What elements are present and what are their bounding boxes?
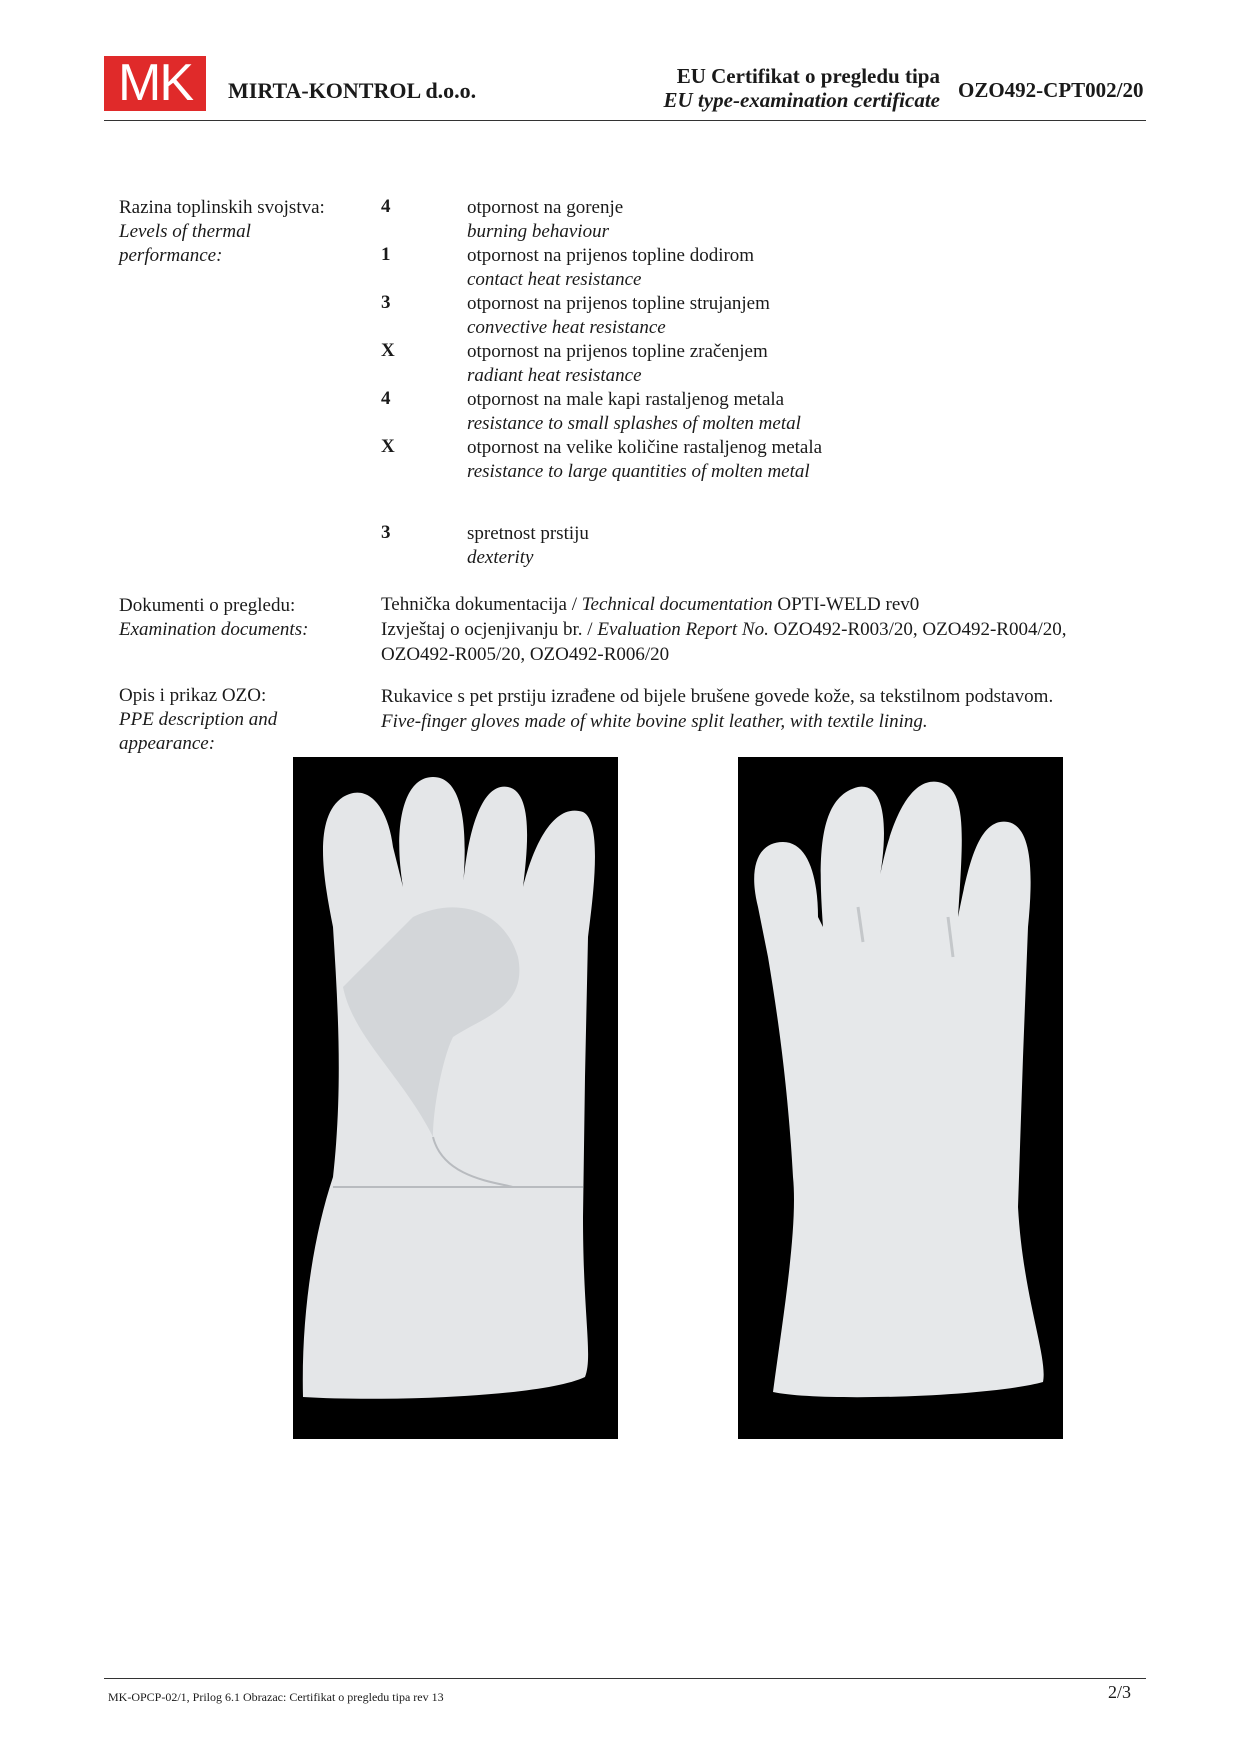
ppe-label-en-1: PPE description and: [119, 709, 278, 730]
report-en: Evaluation Report No.: [597, 619, 769, 640]
dexterity-hr: spretnost prstiju: [467, 523, 589, 544]
header-divider: [104, 120, 1146, 121]
level-value: 4: [381, 196, 391, 217]
property-en: resistance to small splashes of molten metal: [467, 413, 801, 434]
thermal-label-en-1: Levels of thermal: [119, 221, 251, 242]
report-line: [381, 617, 1067, 642]
list-item: [467, 196, 623, 244]
ppe-desc-hr: Rukavice s pet prstiju izrađene od bijele brušene govede kože, sa tekstilnom podstavom.: [381, 686, 1054, 707]
property-en: convective heat resistance: [467, 317, 666, 338]
glove-back-image: [738, 757, 1063, 1439]
property-en: contact heat resistance: [467, 269, 642, 290]
glove-photo-back: [738, 757, 1063, 1439]
level-value: X: [381, 436, 395, 457]
list-item: [467, 388, 801, 436]
report-line-2: OZO492-R005/20, OZO492-R006/20: [381, 644, 670, 665]
certificate-number: OZO492-CPT002/20: [958, 78, 1144, 102]
property-en: resistance to large quantities of molten metal: [467, 461, 810, 482]
documents-label-en: Examination documents:: [119, 619, 309, 640]
tech-doc-line: [381, 592, 1067, 617]
dexterity-level: 3: [381, 522, 391, 543]
thermal-label-hr: Razina toplinskih svojstva:: [119, 197, 325, 218]
page-number: 2/3: [1108, 1682, 1132, 1702]
property-hr: otpornost na velike količine rastaljenog metala: [467, 437, 823, 458]
property-hr: otpornost na prijenos topline strujanjem: [467, 293, 770, 314]
tech-doc-value: OPTI-WELD rev0: [772, 594, 920, 615]
tech-doc-hr: Tehnička dokumentacija /: [381, 594, 582, 615]
dexterity-item: [467, 522, 589, 570]
company-name: MIRTA-KONTROL d.o.o.: [228, 78, 477, 103]
thermal-label-en-2: performance:: [119, 245, 223, 266]
level-value: X: [381, 340, 395, 361]
report-values: OZO492-R003/20, OZO492-R004/20,: [768, 619, 1067, 640]
list-item: [467, 340, 768, 388]
tech-doc-en: Technical documentation: [581, 594, 773, 615]
thermal-label: [119, 196, 325, 268]
ppe-label-hr: Opis i prikaz OZO:: [119, 685, 267, 706]
certificate-title-hr: EU Certifikat o pregledu tipa: [676, 64, 940, 88]
list-item: [467, 436, 822, 484]
ppe-label: [119, 684, 277, 756]
dexterity-en: dexterity: [467, 547, 534, 568]
documents-label: [119, 594, 308, 642]
property-hr: otpornost na male kapi rastaljenog metala: [467, 389, 785, 410]
property-hr: otpornost na prijenos topline dodirom: [467, 245, 755, 266]
property-hr: otpornost na gorenje: [467, 197, 624, 218]
property-en: burning behaviour: [467, 221, 609, 242]
ppe-desc-en: Five-finger gloves made of white bovine split leather, with textile lining.: [381, 711, 928, 732]
documents-label-hr: Dokumenti o pregledu:: [119, 595, 296, 616]
property-hr: otpornost na prijenos topline zračenjem: [467, 341, 768, 362]
documents-content: [381, 592, 1067, 667]
list-item: [467, 244, 754, 292]
glove-palm-image: [293, 757, 618, 1439]
glove-photo-palm: [293, 757, 618, 1439]
level-value: 3: [381, 292, 391, 313]
report-hr: Izvještaj o ocjenjivanju br. /: [381, 619, 598, 640]
property-en: radiant heat resistance: [467, 365, 642, 386]
level-value: 1: [381, 244, 391, 265]
ppe-description: [381, 684, 1053, 734]
level-value: 4: [381, 388, 391, 409]
list-item: [467, 292, 770, 340]
footer-divider: [104, 1678, 1146, 1679]
footer-form-text: MK-OPCP-02/1, Prilog 6.1 Obrazac: Certifikat o pregledu tipa rev 13: [108, 1690, 444, 1704]
company-logo: MK: [104, 56, 206, 111]
ppe-label-en-2: appearance:: [119, 733, 216, 754]
certificate-title-en: EU type-examination certificate: [663, 88, 940, 112]
